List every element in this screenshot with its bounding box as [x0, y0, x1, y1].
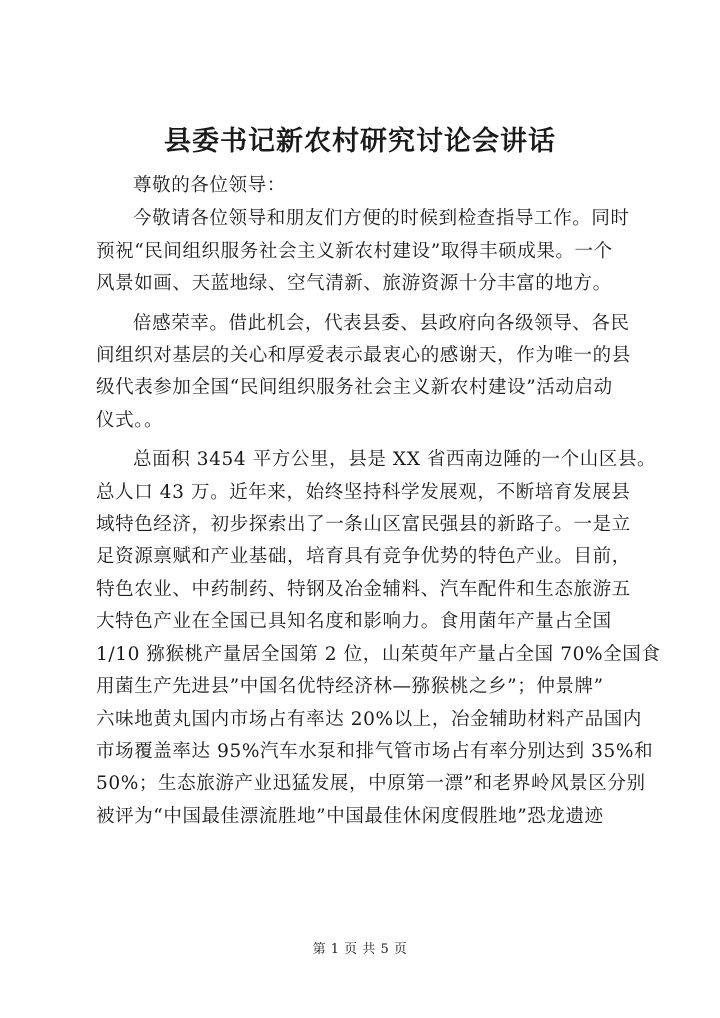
text-line: 50%；生态旅游产业迅猛发展，中原第一漂”和老界岭风景区分别 — [96, 773, 646, 795]
text-line: 市场覆盖率达 95%汽车水泵和排气管市场占有率分别达到 35%和 — [96, 740, 654, 762]
text-line: 大特色产业在全国已具知名度和影响力。食用菌年产量占全国 — [96, 611, 612, 633]
text-line: 1/10 猕猴桃产量居全国第 2 位，山茱萸年产量占全国 70%全国食 — [96, 643, 661, 665]
text-line: 总人口 43 万。近年来，始终坚持科学发展观，不断培育发展县 — [96, 481, 631, 503]
text-line: 风景如画、天蓝地绿、空气清新、旅游资源十分丰富的地方。 — [96, 273, 612, 295]
document-body — [96, 170, 661, 833]
text-line: 六味地黄丸国内市场占有率达 20%以上，冶金辅助材料产品国内 — [96, 708, 643, 730]
text-line: 用菌生产先进县”中国名优特经济林—猕猴桃之乡”；仲景牌” — [96, 676, 604, 698]
text-line: 总面积 3454 平方公里，县是 XX 省西南边陲的一个山区县。 — [133, 449, 657, 471]
text-line: 仪式。。 — [96, 409, 164, 431]
text-line: 间组织对基层的关心和厚爱表示最衷心的感谢天，作为唯一的县 — [96, 345, 631, 367]
text-line: 域特色经济，初步探索出了一条山区富民强县的新路子。一是立 — [96, 514, 631, 536]
text-line: 预祝“民间组织服务社会主义新农村建设”取得丰硕成果。一个 — [96, 240, 613, 262]
document-title: 县委书记新农村研究讨论会讲话 — [164, 126, 556, 157]
text-line: 足资源禀赋和产业基础，培育具有竞争优势的特色产业。目前， — [96, 546, 631, 568]
paragraph-1 — [96, 203, 638, 300]
text-line: 倍感荣幸。借此机会，代表县委、县政府向各级领导、各民 — [133, 312, 630, 334]
text-line: 被评为“中国最佳漂流胜地”中国最佳休闲度假胜地”恐龙遗迹 — [96, 805, 604, 827]
text-line: 今敬请各位领导和朋友们方便的时候到检查指导工作。同时 — [133, 208, 630, 230]
greeting-line: 尊敬的各位领导： — [133, 175, 286, 196]
paragraph-3 — [96, 444, 661, 833]
paragraph-2 — [96, 308, 638, 438]
page-indicator: 第 1 页 共 5 页 — [312, 942, 408, 957]
text-line: 特色农业、中药制药、特钢及冶金辅料、汽车配件和生态旅游五 — [96, 578, 631, 600]
text-line: 级代表参加全国“民间组织服务社会主义新农村建设”活动启动 — [96, 377, 613, 399]
